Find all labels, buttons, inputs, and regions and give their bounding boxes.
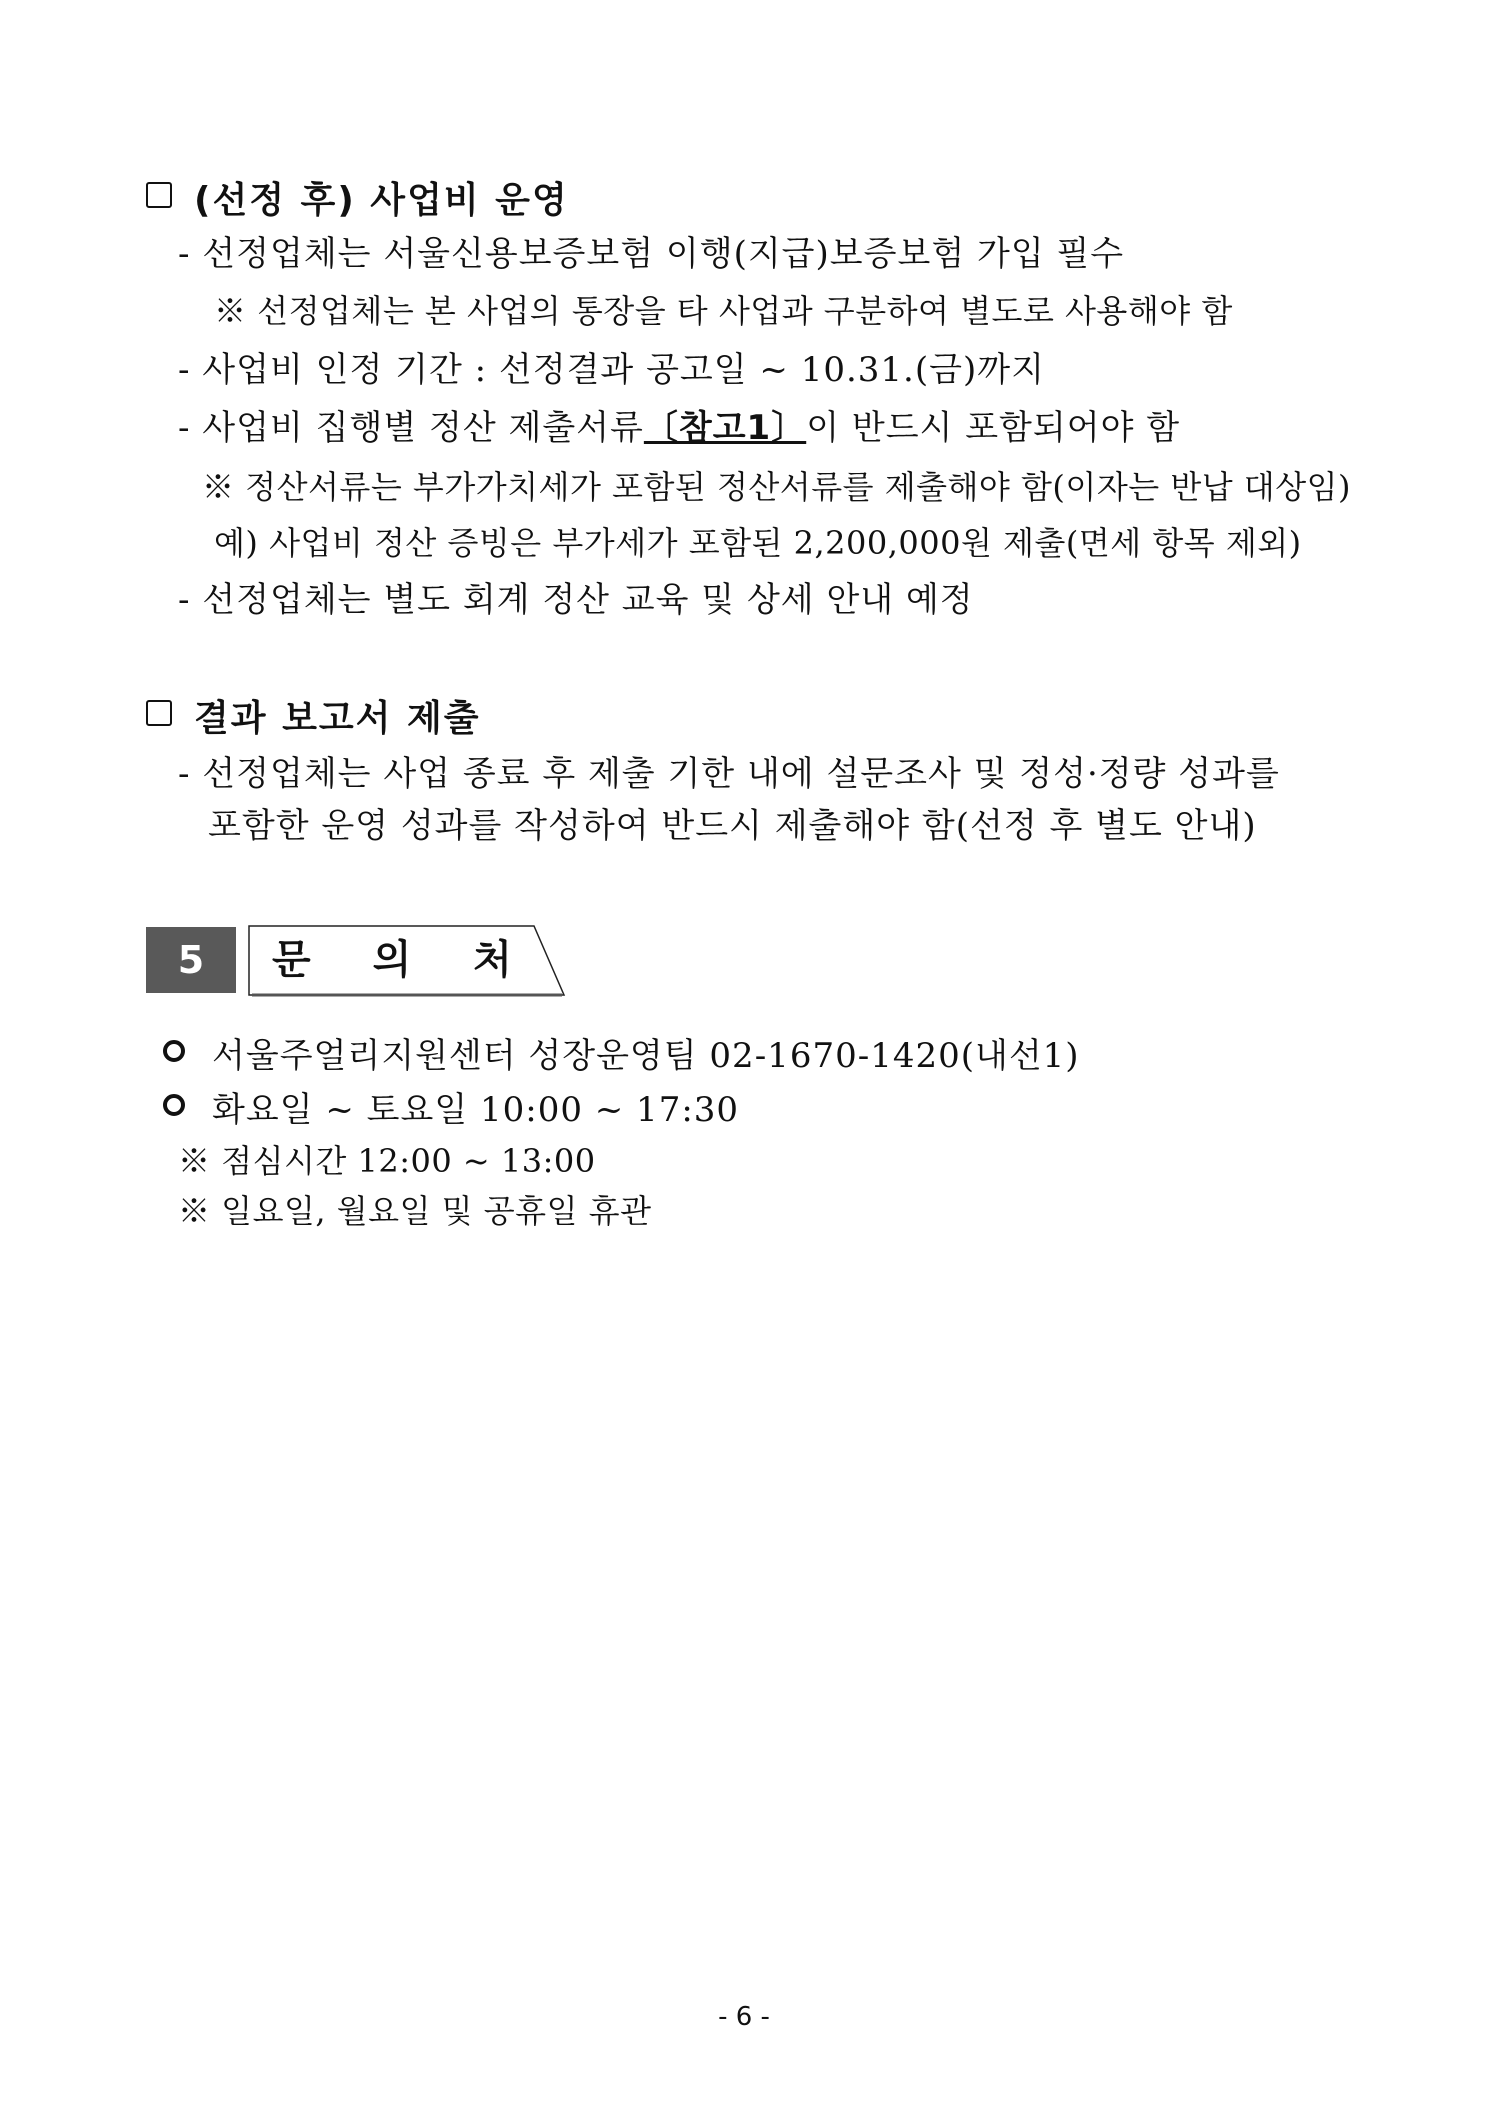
reference-link[interactable]: 〔참고1〕 (643, 408, 807, 448)
note-item: ※ 정산서류는 부가가치세가 포함된 정산서류를 제출해야 함(이자는 반납 대상임) (202, 468, 1352, 506)
settlement-suffix: 이 반드시 포함되어야 함 (806, 408, 1181, 448)
list-item: - 선정업체는 별도 회계 정산 교육 및 상세 안내 예정 (178, 580, 974, 620)
list-item-settlement (178, 400, 1180, 449)
list-item: - 사업비 인정 기간 : 선정결과 공고일 ~ 10.31.(금)까지 (178, 350, 1045, 390)
bullet-circle-icon (163, 1040, 185, 1062)
page-number: - 6 - (718, 2002, 770, 2032)
note-item: ※ 점심시간 12:00 ~ 13:00 (178, 1142, 596, 1180)
contact-line: 서울주얼리지원센터 성장운영팀 02-1670-1420(내선1) (212, 1036, 1080, 1076)
section-title-report: 결과 보고서 제출 (194, 698, 481, 739)
list-item: - 선정업체는 사업 종료 후 제출 기한 내에 설문조사 및 정성·정량 성과를 (178, 754, 1280, 794)
checkbox-icon (146, 182, 172, 208)
example-item: 예) 사업비 정산 증빙은 부가세가 포함된 2,200,000원 제출(면세 항목 제외) (214, 524, 1302, 562)
contact-line: 화요일 ~ 토요일 10:00 ~ 17:30 (212, 1090, 740, 1130)
section-title-contact: 문 의 처 (272, 937, 536, 983)
section-number-badge: 5 (146, 927, 236, 993)
list-item-continuation: 포함한 운영 성과를 작성하여 반드시 제출해야 함(선정 후 별도 안내) (208, 806, 1257, 846)
bullet-circle-icon (163, 1094, 185, 1116)
section-title-budget: (선정 후) 사업비 운영 (194, 180, 569, 221)
settlement-text: - 사업비 집행별 정산 제출서류 (178, 408, 644, 448)
note-item: ※ 선정업체는 본 사업의 통장을 타 사업과 구분하여 별도로 사용해야 함 (214, 292, 1233, 330)
checkbox-icon (146, 700, 172, 726)
note-item: ※ 일요일, 월요일 및 공휴일 휴관 (178, 1192, 652, 1230)
list-item: - 선정업체는 서울신용보증보험 이행(지급)보증보험 가입 필수 (178, 234, 1125, 274)
